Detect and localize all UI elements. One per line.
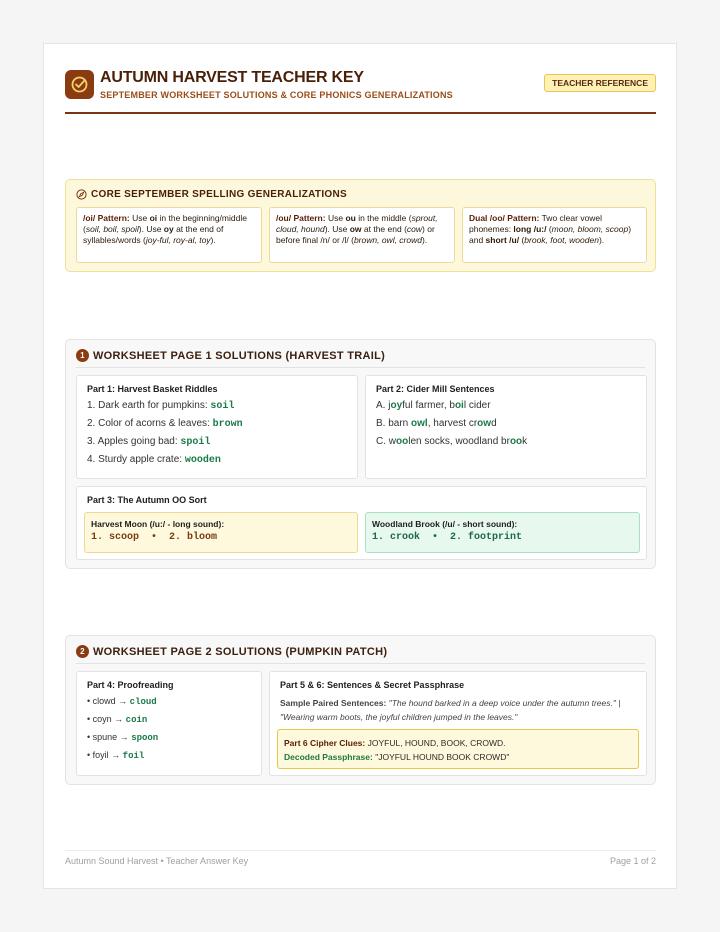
part4-card xyxy=(76,671,262,776)
list-item: • coyn → coin xyxy=(87,714,148,725)
sample-sentences: Sample Paired Sentences: "The hound barked in a deep voice under the autumn trees." | "Wearing warm boots, the joyful children jumped in the leaves." xyxy=(280,698,621,722)
divider xyxy=(76,367,645,368)
cipher-clues: Part 6 Cipher Clues: JOYFUL, HOUND, BOOK, CROWD. xyxy=(284,738,506,748)
check-badge-icon xyxy=(65,70,94,99)
page-subtitle: SEPTEMBER WORKSHEET SOLUTIONS & CORE PHONICS GENERALIZATIONS xyxy=(100,90,453,100)
part3-title: Part 3: The Autumn OO Sort xyxy=(87,495,207,505)
long-oo-answer: 1. scoop • 2. bloom xyxy=(91,532,218,543)
list-item: • clowd → cloud xyxy=(87,696,157,707)
list-item: 4. Sturdy apple crate: wooden xyxy=(87,454,221,466)
section-number-badge: 2 xyxy=(76,645,89,658)
divider xyxy=(76,663,645,664)
list-item: 2. Color of acorns & leaves: brown xyxy=(87,418,243,430)
long-oo-box xyxy=(84,512,358,553)
compass-icon xyxy=(76,189,87,200)
part56-card xyxy=(269,671,647,776)
section-number-badge: 1 xyxy=(76,349,89,362)
part4-title: Part 4: Proofreading xyxy=(87,680,174,690)
part2-card xyxy=(365,375,647,479)
page2-heading: 2 WORKSHEET PAGE 2 SOLUTIONS (PUMPKIN PATCH) xyxy=(76,645,387,658)
list-item: • foyil → foil xyxy=(87,750,145,761)
part2-title: Part 2: Cider Mill Sentences xyxy=(376,384,495,394)
page1-solutions-section xyxy=(65,339,656,569)
teacher-reference-badge: TEACHER REFERENCE xyxy=(544,74,656,92)
ou-pattern-card: /ou/ Pattern: Use ou in the middle (sprout, cloud, hound). Use ow at the end (cow) or before final /n/ or /l/ (brown, owl, crowd). xyxy=(269,207,455,263)
oi-pattern-card: /oi/ Pattern: Use oi in the beginning/middle (soil, boil, spoil). Use oy at the end of syllables/words (joy-ful, roy-al, toy). xyxy=(76,207,262,263)
short-oo-box xyxy=(365,512,640,553)
worksheet-page xyxy=(43,43,677,889)
cipher-box xyxy=(277,729,639,769)
part1-title: Part 1: Harvest Basket Riddles xyxy=(87,384,218,394)
page1-heading: 1 WORKSHEET PAGE 1 SOLUTIONS (HARVEST TRAIL) xyxy=(76,349,385,362)
page-header xyxy=(65,69,656,114)
list-item: 3. Apples going bad: spoil xyxy=(87,436,211,448)
part1-card xyxy=(76,375,358,479)
page2-solutions-section xyxy=(65,635,656,785)
decoded-passphrase: Decoded Passphrase: "JOYFUL HOUND BOOK CROWD" xyxy=(284,752,510,762)
page-footer xyxy=(65,850,656,866)
part3-card xyxy=(76,486,647,560)
list-item: C. woolen socks, woodland brook xyxy=(376,436,528,447)
generalizations-panel xyxy=(65,179,656,272)
list-item: A. joyful farmer, boil cider xyxy=(376,400,491,411)
short-oo-answer: 1. crook • 2. footprint xyxy=(372,532,523,543)
page-title: AUTUMN HARVEST TEACHER KEY xyxy=(100,69,364,86)
short-oo-title: Woodland Brook (/u/ - short sound): xyxy=(372,519,518,529)
list-item: 1. Dark earth for pumpkins: soil xyxy=(87,400,235,412)
footer-left: Autumn Sound Harvest • Teacher Answer Key xyxy=(65,856,249,866)
generalizations-title: CORE SEPTEMBER SPELLING GENERALIZATIONS xyxy=(76,189,347,200)
page-number: Page 1 of 2 xyxy=(609,856,656,866)
part56-title: Part 5 & 6: Sentences & Secret Passphrase xyxy=(280,680,465,690)
list-item: B. barn owl, harvest crowd xyxy=(376,418,497,429)
oo-pattern-card: Dual /oo/ Pattern: Two clear vowel phonemes: long /u:/ (moon, bloom, scoop) and short /u/ (brook, foot, wooden). xyxy=(462,207,647,263)
long-oo-title: Harvest Moon (/u:/ - long sound): xyxy=(91,519,225,529)
list-item: • spune → spoon xyxy=(87,732,159,743)
